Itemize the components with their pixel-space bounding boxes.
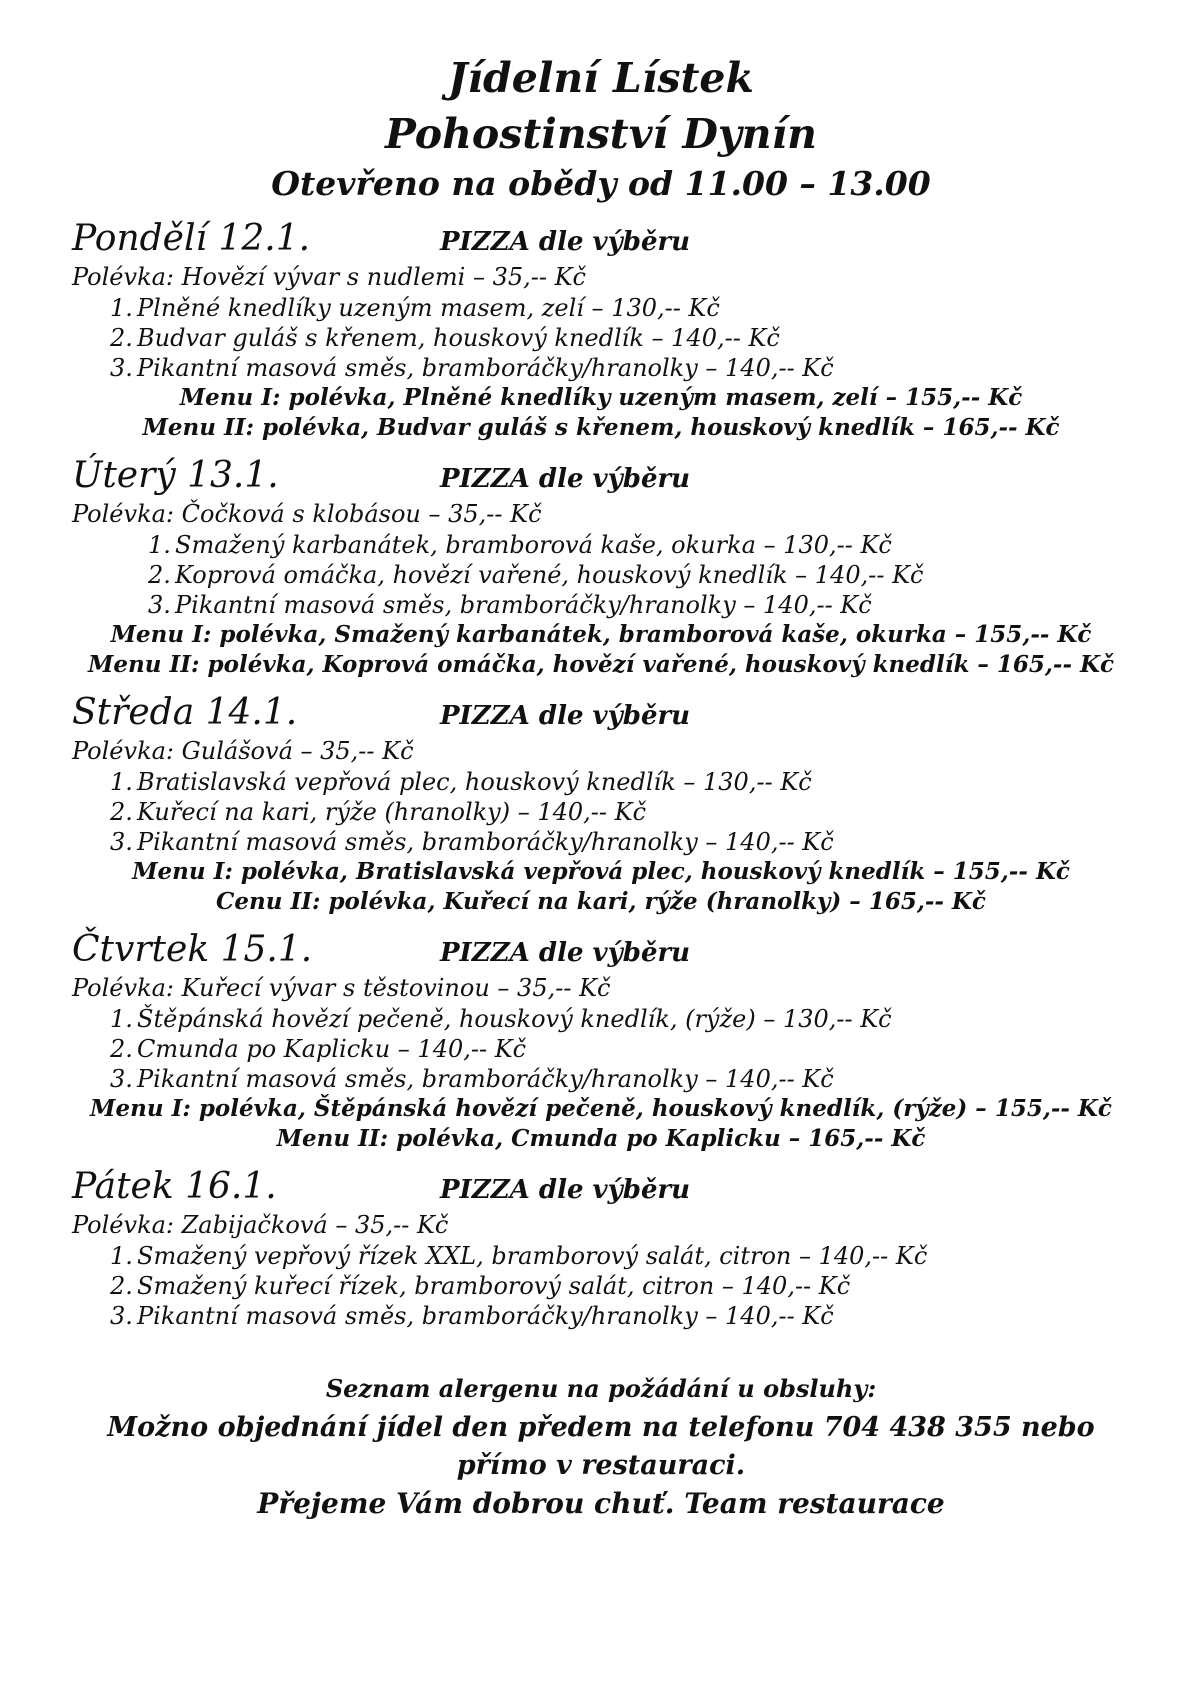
day-title: Úterý 13.1. (72, 455, 279, 496)
menu-combo-line: Menu I: polévka, Smažený karbanátek, bramborová kaše, okurka – 155,-- Kč (110, 621, 1092, 648)
pizza-note: PIZZA dle výběru (440, 227, 691, 257)
dish-list (72, 293, 1130, 383)
menu-combo-line: Menu I: polévka, Bratislavská vepřová plec, houskový knedlík – 155,-- Kč (132, 858, 1070, 885)
soup-line: Polévka: Zabijačková – 35,-- Kč (72, 1211, 449, 1239)
order-note: Možno objednání jídel den předem na telefonu 704 438 355 nebo přímo v restauraci. (107, 1412, 1095, 1481)
soup-line: Polévka: Gulášová – 35,-- Kč (72, 737, 414, 765)
closing-note: Přejeme Vám dobrou chuť. Team restaurace (257, 1487, 945, 1520)
soup-line: Polévka: Čočková s klobásou – 35,-- Kč (72, 500, 542, 528)
dish-list (72, 1004, 1130, 1094)
dish-item: Štěpánská hovězí pečeně, houskový knedlík, (rýže) – 130,-- Kč (137, 1005, 892, 1033)
day-header (72, 453, 1130, 499)
day-header (72, 690, 1130, 736)
day-section-thursday (72, 927, 1130, 1154)
day-section-monday (72, 216, 1130, 443)
dish-list (72, 767, 1130, 857)
day-header (72, 216, 1130, 262)
pizza-note: PIZZA dle výběru (440, 464, 691, 494)
soup-line: Polévka: Hovězí vývar s nudlemi – 35,-- Kč (72, 263, 586, 291)
day-title: Čtvrtek 15.1. (72, 929, 313, 970)
dish-item: Koprová omáčka, hovězí vařené, houskový knedlík – 140,-- Kč (175, 561, 924, 589)
menu-combo-line: Menu II: polévka, Koprová omáčka, hovězí vařené, houskový knedlík – 165,-- Kč (87, 651, 1115, 678)
menu-combo-line: Menu I: polévka, Štěpánská hovězí pečeně, houskový knedlík, (rýže) – 155,-- Kč (90, 1095, 1112, 1122)
menu-combo-line: Cenu II: polévka, Kuřecí na kari, rýže (hranolky) – 165,-- Kč (216, 888, 986, 915)
dish-item: Cmunda po Kaplicku – 140,-- Kč (137, 1035, 527, 1063)
dish-item: Kuřecí na kari, rýže (hranolky) – 140,-- Kč (137, 798, 647, 826)
menu-combo-line: Menu II: polévka, Budvar guláš s křenem, houskový knedlík – 165,-- Kč (142, 414, 1060, 441)
dish-item: Pikantní masová směs, bramboráčky/hranolky – 140,-- Kč (137, 1302, 834, 1330)
dish-list (72, 530, 1130, 620)
dish-item: Pikantní masová směs, bramboráčky/hranolky – 140,-- Kč (137, 828, 834, 856)
pizza-note: PIZZA dle výběru (440, 701, 691, 731)
dish-item: Pikantní masová směs, bramboráčky/hranolky – 140,-- Kč (175, 591, 872, 619)
allergen-note: Seznam alergenu na požádání u obsluhy: (325, 1374, 877, 1403)
dish-item: Plněné knedlíky uzeným masem, zelí – 130,-- Kč (137, 294, 720, 322)
day-header (72, 1164, 1130, 1210)
document-footer (72, 1373, 1130, 1523)
dish-item: Pikantní masová směs, bramboráčky/hranolky – 140,-- Kč (137, 1065, 834, 1093)
day-title: Pondělí 12.1. (72, 218, 311, 259)
day-section-friday (72, 1164, 1130, 1331)
soup-line: Polévka: Kuřecí vývar s těstovinou – 35,-- Kč (72, 974, 611, 1002)
day-title: Pátek 16.1. (72, 1166, 277, 1207)
day-header (72, 927, 1130, 973)
dish-list (72, 1241, 1130, 1331)
menu-combo-line: Menu I: polévka, Plněné knedlíky uzeným masem, zelí – 155,-- Kč (179, 384, 1023, 411)
dish-item: Budvar guláš s křenem, houskový knedlík – 140,-- Kč (137, 324, 780, 352)
opening-hours: Otevřeno na obědy od 11.00 – 13.00 (271, 164, 931, 203)
pizza-note: PIZZA dle výběru (440, 938, 691, 968)
menu-combo-line: Menu II: polévka, Cmunda po Kaplicku – 165,-- Kč (276, 1125, 926, 1152)
dish-item: Smažený karbanátek, bramborová kaše, okurka – 130,-- Kč (175, 531, 892, 559)
day-section-wednesday (72, 690, 1130, 917)
dish-item: Pikantní masová směs, bramboráčky/hranolky – 140,-- Kč (137, 354, 834, 382)
dish-item: Bratislavská vepřová plec, houskový knedlík – 130,-- Kč (137, 768, 812, 796)
dish-item: Smažený kuřecí řízek, bramborový salát, citron – 140,-- Kč (137, 1272, 851, 1300)
dish-item: Smažený vepřový řízek XXL, bramborový salát, citron – 140,-- Kč (137, 1242, 928, 1270)
restaurant-name: Pohostinství Dynín (385, 110, 817, 158)
pizza-note: PIZZA dle výběru (440, 1175, 691, 1205)
day-section-tuesday (72, 453, 1130, 680)
document-header (72, 50, 1130, 206)
day-title: Středa 14.1. (72, 692, 298, 733)
page-title: Jídelní Lístek (448, 54, 754, 102)
